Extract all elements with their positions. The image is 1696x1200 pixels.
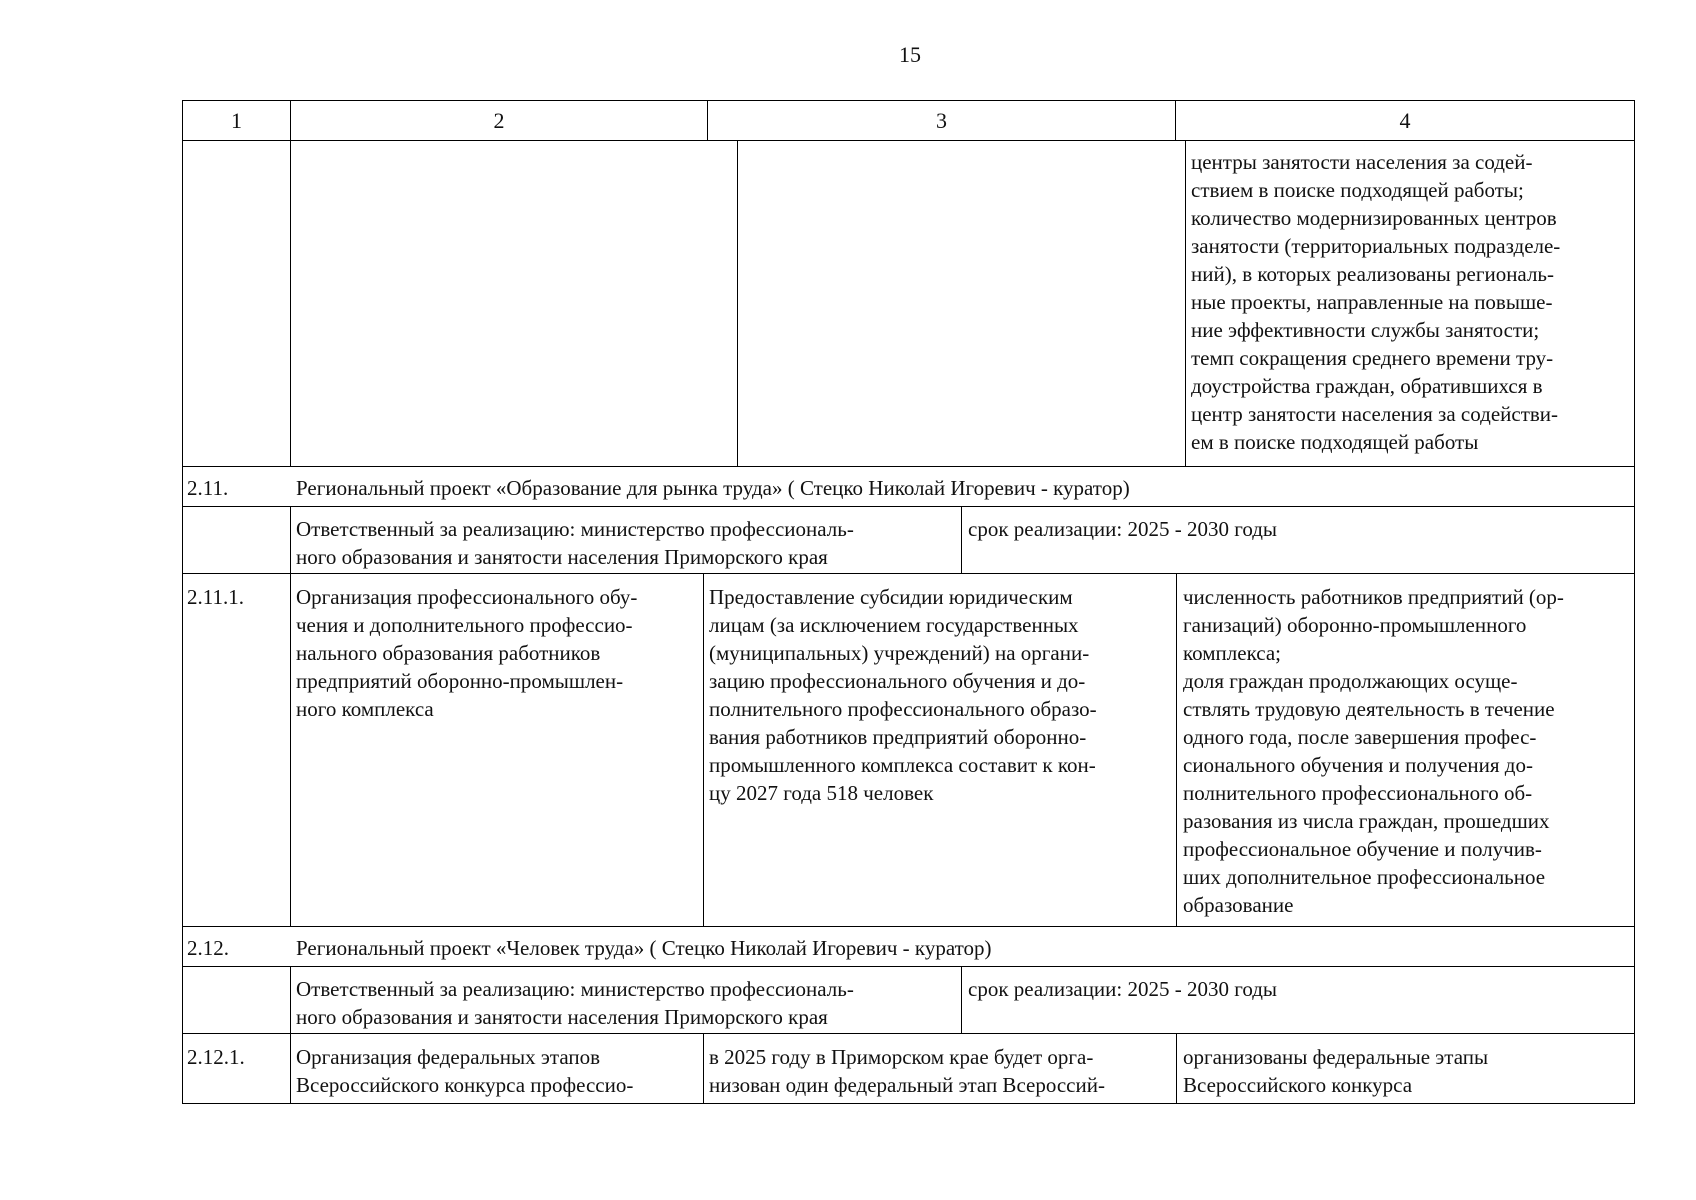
project-2-11-term: срок реализации: 2025 - 2030 годы bbox=[968, 517, 1278, 541]
table-line bbox=[290, 966, 291, 1103]
table-line bbox=[703, 573, 704, 926]
table-line bbox=[961, 966, 962, 1033]
table-line bbox=[182, 466, 1635, 467]
column-header-4: 4 bbox=[1399, 108, 1411, 133]
project-2-11-title: Региональный проект «Образование для рынка труда» ( Стецко Николай Игоревич - куратор) bbox=[296, 476, 1130, 500]
row-2-11-1-indicators: численность работников предприятий (ор- ганизаций) оборонно-промышленного комплекса; доля граждан продолжающих осуще- ствлять трудовую деятельность в течение одного года, после завершения профес- сионального обучения и получения до- полнительного профессионального об- разования из числа граждан, прошедших профессиональное обучение и получив- ших дополнительное профессиональное образование bbox=[1183, 585, 1564, 917]
table-line bbox=[182, 966, 1635, 967]
table-line bbox=[961, 506, 962, 573]
table-line bbox=[1176, 1033, 1177, 1103]
table-line bbox=[182, 1103, 1635, 1104]
table-line bbox=[182, 1033, 1635, 1034]
row-2-12-1-activity: Организация федеральных этапов Всероссийского конкурса профессио- bbox=[296, 1045, 634, 1097]
row-2-12-1-indicators: организованы федеральные этапы Всероссийского конкурса bbox=[1183, 1045, 1489, 1097]
project-2-12-responsible: Ответственный за реализацию: министерство профессиональ- ного образования и занятости населения Приморского края bbox=[296, 977, 854, 1029]
page-number: 15 bbox=[899, 42, 921, 67]
column-header-3: 3 bbox=[936, 108, 947, 133]
table-line bbox=[182, 100, 1635, 101]
project-2-11-number: 2.11. bbox=[187, 476, 229, 500]
table-line bbox=[1634, 100, 1635, 1103]
table-line bbox=[182, 926, 1635, 927]
table-line bbox=[703, 1033, 704, 1103]
project-2-12-term: срок реализации: 2025 - 2030 годы bbox=[968, 977, 1278, 1001]
project-2-12-number: 2.12. bbox=[187, 936, 229, 960]
table-line bbox=[182, 100, 183, 1103]
row-2-12-1-result: в 2025 году в Приморском крае будет орга- низован один федеральный этап Всероссий- bbox=[709, 1045, 1105, 1097]
table-line bbox=[182, 140, 1635, 141]
column-header-1: 1 bbox=[231, 108, 242, 133]
row-2-11-1-number: 2.11.1. bbox=[187, 585, 244, 609]
project-2-12-title: Региональный проект «Человек труда» ( Стецко Николай Игоревич - куратор) bbox=[296, 936, 992, 960]
project-2-11-responsible: Ответственный за реализацию: министерство профессиональ- ного образования и занятости населения Приморского края bbox=[296, 517, 854, 569]
table-line bbox=[182, 506, 1635, 507]
row-2-11-1-activity: Организация профессионального обу- чения и дополнительного профессио- нального образования работников предприятий оборонно-промышлен- ного комплекса bbox=[296, 585, 638, 721]
continuation-col4-text: центры занятости населения за содей- ствием в поиске подходящей работы; количество модернизированных центров занятости (территориальных подразделе- ний), в которых реализованы региональ- ные проекты, направленные на повыше- ние эффективности службы занятости; темп сокращения среднего времени тру- доустройства граждан, обратившихся в центр занятости населения за содействи- ем в поиске подходящей работы bbox=[1191, 150, 1561, 454]
table-line bbox=[182, 573, 1635, 574]
table-line bbox=[290, 506, 291, 926]
row-2-12-1-number: 2.12.1. bbox=[187, 1045, 245, 1069]
column-header-2: 2 bbox=[493, 108, 505, 133]
table-line bbox=[737, 140, 738, 466]
table-line bbox=[1185, 140, 1186, 466]
table-line bbox=[1176, 573, 1177, 926]
row-2-11-1-result: Предоставление субсидии юридическим лицам (за исключением государственных (муниципальных) учреждений) на органи- зацию профессионального обучения и до- полнительного профессионального образо- вания работников предприятий оборонно- промышленного комплекса составит к кон- цу 2027 года 518 человек bbox=[709, 585, 1097, 805]
table-line bbox=[290, 100, 291, 466]
